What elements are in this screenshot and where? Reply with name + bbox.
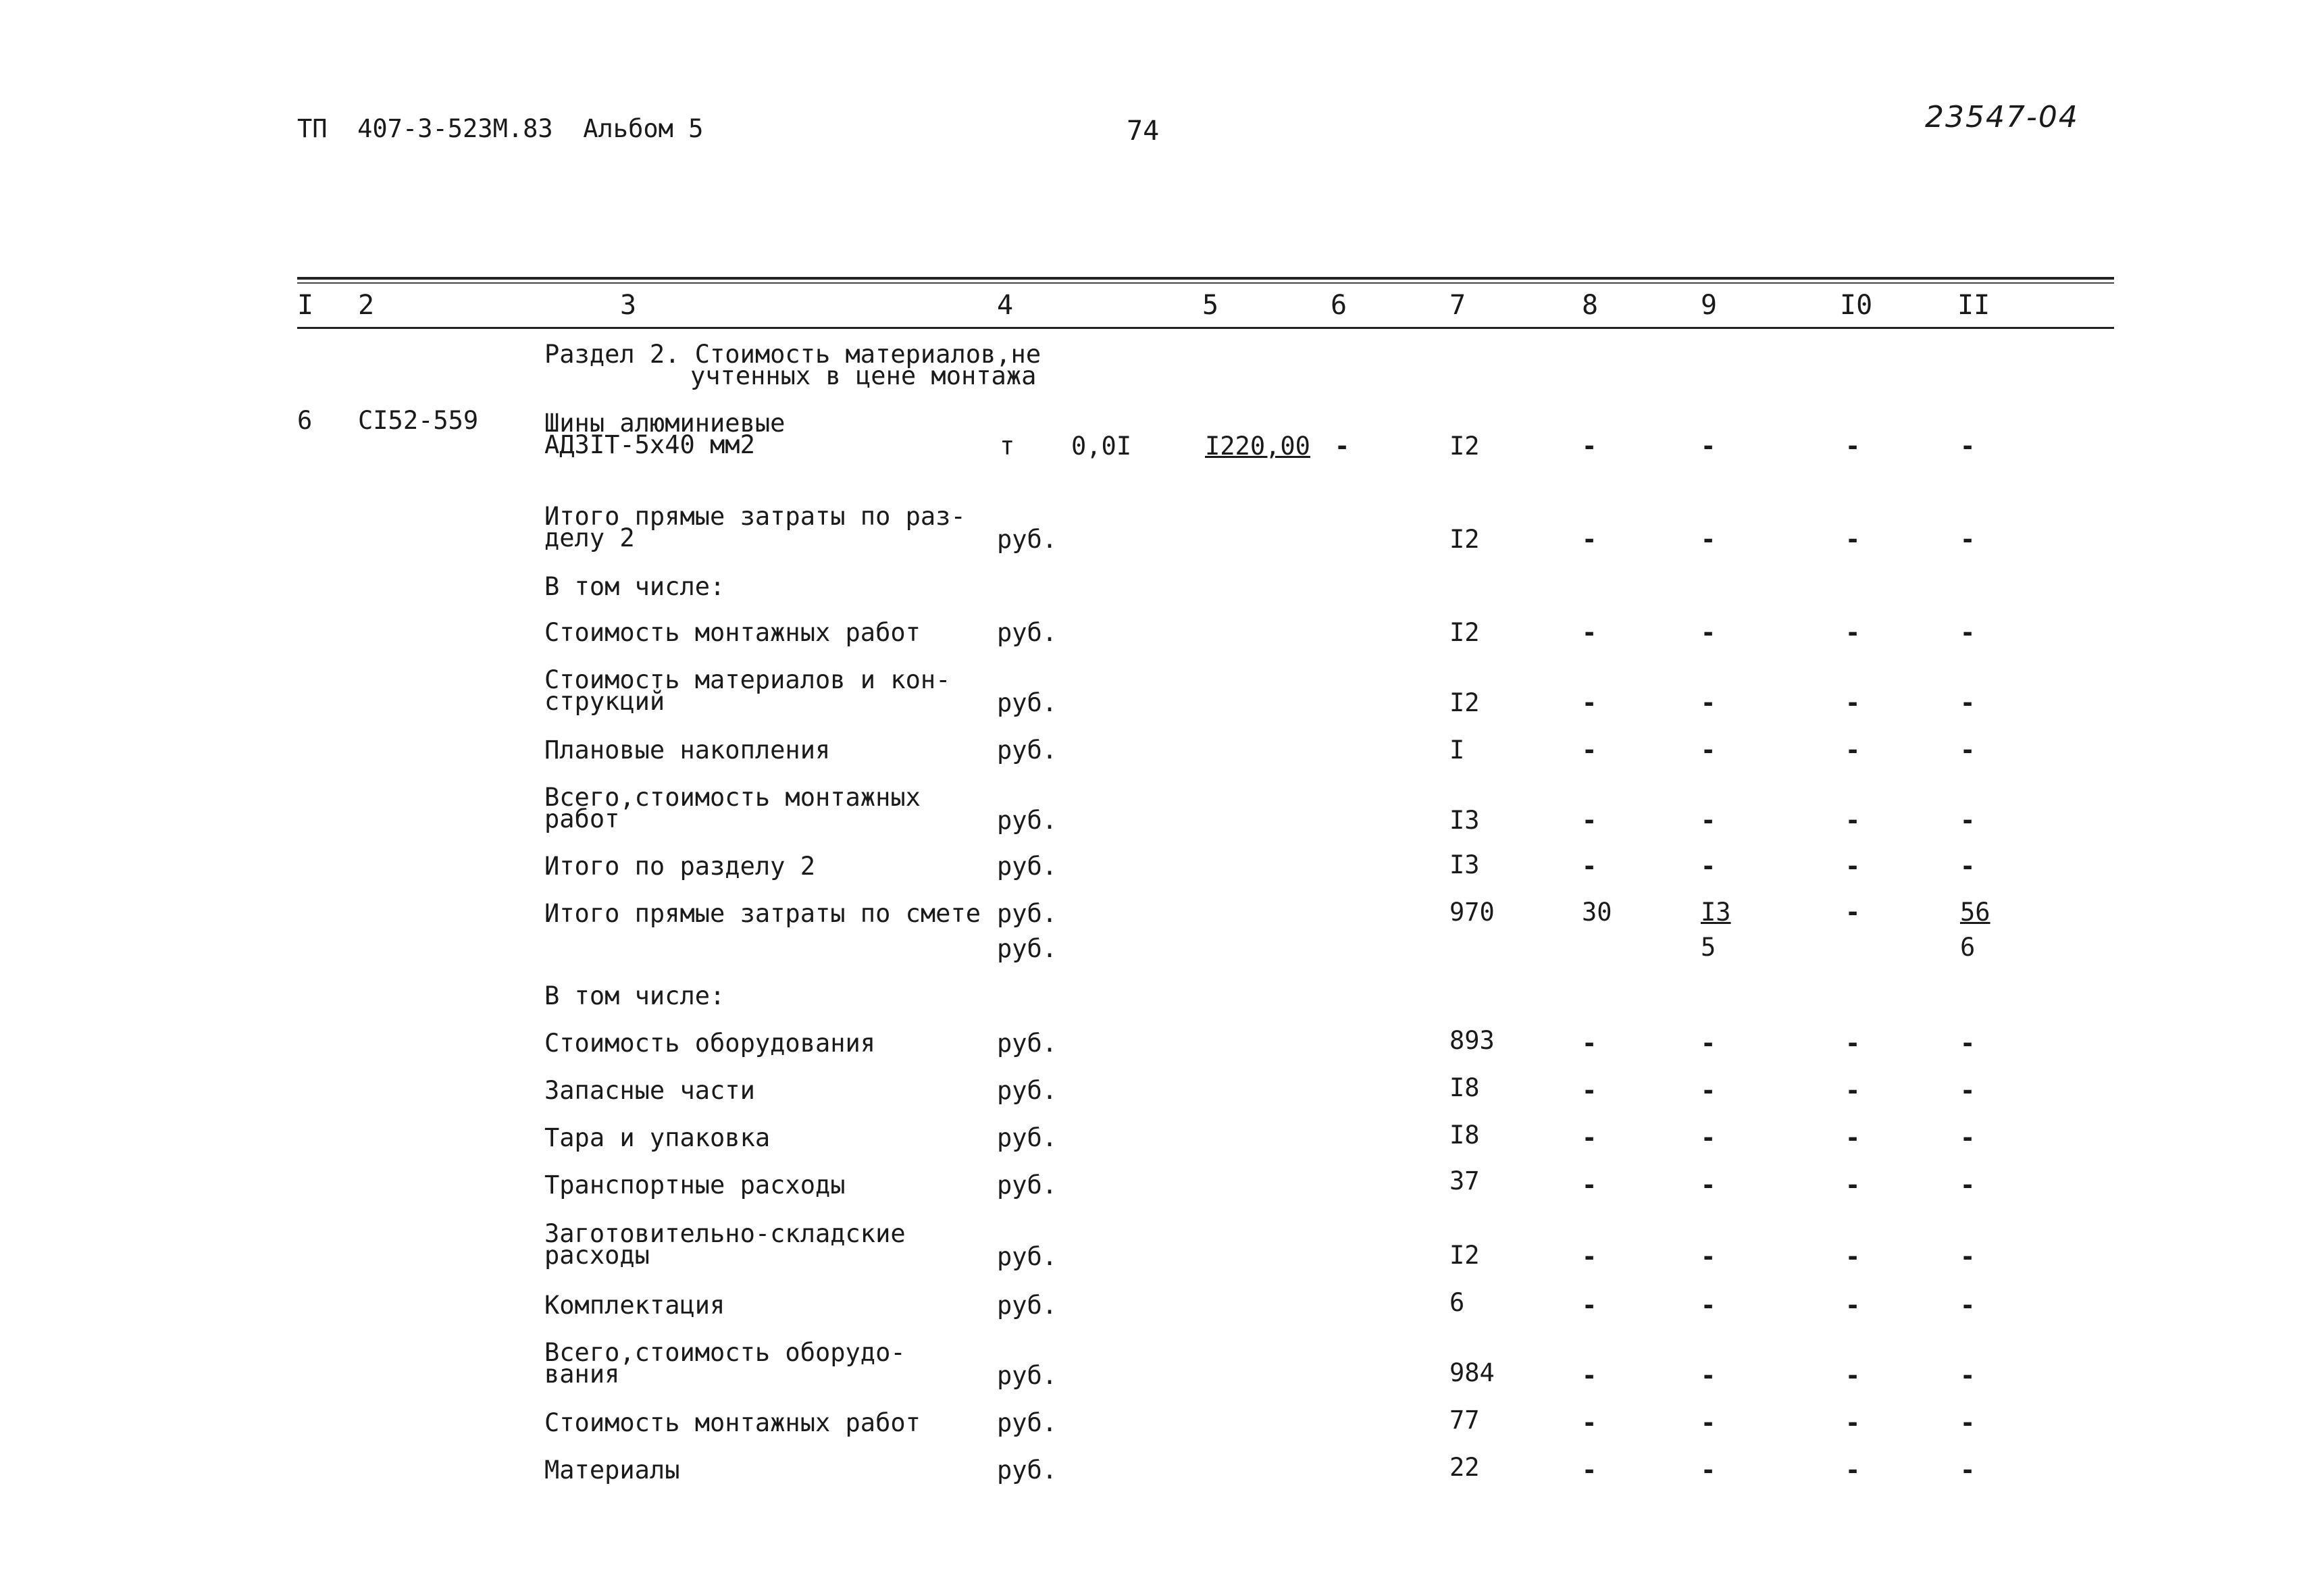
- row-cell: -: [1582, 852, 1597, 881]
- row-unit: руб.: [997, 852, 1058, 881]
- row-cell: -: [1845, 1456, 1861, 1485]
- row-label: Плановые накопления: [544, 736, 831, 765]
- row-cell: -: [1845, 525, 1861, 554]
- row-label: работ: [544, 804, 620, 833]
- row-cell: -: [1845, 1029, 1861, 1058]
- row-unit: руб.: [997, 1456, 1058, 1485]
- row-cell: -: [1582, 1456, 1597, 1485]
- row-cell: 984: [1449, 1358, 1495, 1387]
- row-unit: руб.: [997, 525, 1058, 554]
- column-header: I: [297, 290, 314, 321]
- row-unit: руб.: [997, 1361, 1058, 1390]
- row-label: Всего,стоимость монтажных: [544, 783, 921, 812]
- section-title: учтенных в цене монтажа: [690, 361, 1037, 390]
- item-cell: -: [1960, 432, 1976, 461]
- row-cell: -: [1582, 1291, 1597, 1320]
- row-unit: руб.: [997, 1076, 1058, 1105]
- row-cell: -: [1845, 1242, 1861, 1271]
- row-cell: I: [1449, 736, 1465, 765]
- row-cell: -: [1701, 1029, 1716, 1058]
- row-cell: -: [1701, 525, 1716, 554]
- row-label: В том числе:: [544, 572, 725, 601]
- row-cell: -: [1582, 1076, 1597, 1105]
- column-header: 5: [1202, 290, 1219, 321]
- row-cell: I8: [1449, 1073, 1480, 1102]
- row-cell: -: [1960, 1029, 1976, 1058]
- row-cell: -: [1960, 1361, 1976, 1390]
- row-cell: I2: [1449, 1241, 1480, 1270]
- item-cell: -: [1335, 432, 1350, 461]
- row-cell: -: [1960, 1123, 1976, 1152]
- row-cell: -: [1960, 525, 1976, 554]
- row-cell: 37: [1449, 1166, 1480, 1195]
- row-cell: -: [1845, 1408, 1861, 1437]
- row-label: Итого прямые затраты по раз-: [544, 502, 966, 531]
- row-cell: -: [1845, 688, 1861, 717]
- item-name: АДЗIТ-5х40 мм2: [544, 430, 755, 459]
- row-label: Запасные части: [544, 1076, 755, 1105]
- row-label: Тара и упаковка: [544, 1123, 771, 1152]
- row-cell: -: [1845, 1076, 1861, 1105]
- column-header: II: [1957, 290, 1990, 321]
- row-unit: руб.: [997, 934, 1058, 963]
- row-cell: -: [1582, 1361, 1597, 1390]
- item-code: СI52-559: [358, 406, 479, 435]
- header-bottom-rule: [297, 327, 2114, 329]
- item-quantity: 0,0I: [1071, 432, 1132, 461]
- row-cell: -: [1701, 1242, 1716, 1271]
- column-header: 9: [1701, 290, 1718, 321]
- document-reference: ТП 407-3-523М.83 Альбом 5: [297, 114, 704, 143]
- column-header: 7: [1449, 290, 1466, 321]
- row-cell: -: [1582, 806, 1597, 835]
- row-cell: -: [1701, 852, 1716, 881]
- row-unit: руб.: [997, 736, 1058, 765]
- row-cell: 77: [1449, 1406, 1480, 1435]
- item-cell: I2: [1449, 432, 1480, 461]
- row-cell: -: [1582, 1170, 1597, 1200]
- row-cell: -: [1960, 1242, 1976, 1271]
- row-cell: I3: [1449, 806, 1480, 835]
- row-cell: -: [1582, 1123, 1597, 1152]
- row-cell: -: [1582, 525, 1597, 554]
- item-unit: т: [1000, 432, 1015, 461]
- column-header: 4: [997, 290, 1014, 321]
- row-cell: I3: [1449, 850, 1480, 879]
- row-cell: I2: [1449, 618, 1480, 647]
- row-label: Всего,стоимость оборудо-: [544, 1338, 906, 1367]
- row-label: Итого по разделу 2: [544, 852, 815, 881]
- row-cell: -: [1701, 1361, 1716, 1390]
- row-cell: 970: [1449, 898, 1495, 927]
- row-cell: -: [1701, 618, 1716, 647]
- row-cell: -: [1845, 898, 1861, 927]
- row-cell: 22: [1449, 1453, 1480, 1482]
- row-cell: -: [1701, 806, 1716, 835]
- row-cell: -: [1701, 1170, 1716, 1200]
- row-unit: руб.: [997, 688, 1058, 717]
- column-header: 3: [620, 290, 637, 321]
- row-cell: -: [1582, 1029, 1597, 1058]
- row-cell: -: [1701, 1408, 1716, 1437]
- row-cell: -: [1845, 1361, 1861, 1390]
- row-label: вания: [544, 1360, 620, 1389]
- row-label: Транспортные расходы: [544, 1170, 846, 1200]
- row-cell: I2: [1449, 525, 1480, 554]
- column-header: 6: [1331, 290, 1347, 321]
- row-cell: 6: [1960, 933, 1976, 962]
- row-cell: 5: [1701, 933, 1716, 962]
- row-cell: -: [1845, 1123, 1861, 1152]
- row-unit: руб.: [997, 1123, 1058, 1152]
- section-title: Раздел 2. Стоимость материалов,не: [544, 340, 1042, 369]
- row-cell: -: [1960, 1170, 1976, 1200]
- row-cell: 6: [1449, 1288, 1465, 1317]
- column-header: I0: [1840, 290, 1873, 321]
- row-cell: I8: [1449, 1121, 1480, 1150]
- row-label: Стоимость монтажных работ: [544, 1408, 921, 1437]
- row-unit: руб.: [997, 1242, 1058, 1271]
- handwritten-stamp-number: 23547-04: [1925, 100, 2079, 134]
- row-cell: 30: [1582, 898, 1612, 927]
- row-cell: I3: [1701, 898, 1731, 927]
- row-label: Стоимость материалов и кон-: [544, 665, 951, 694]
- item-cell: -: [1845, 432, 1861, 461]
- row-cell: -: [1960, 806, 1976, 835]
- row-cell: -: [1960, 852, 1976, 881]
- row-cell: -: [1960, 1076, 1976, 1105]
- row-label: Комплектация: [544, 1291, 725, 1320]
- row-cell: -: [1701, 1291, 1716, 1320]
- row-label: Стоимость оборудования: [544, 1029, 876, 1058]
- row-label: Итого прямые затраты по смете: [544, 899, 981, 928]
- row-cell: -: [1701, 1123, 1716, 1152]
- item-cell: -: [1582, 432, 1597, 461]
- row-cell: -: [1960, 688, 1976, 717]
- row-unit: руб.: [997, 618, 1058, 647]
- row-cell: -: [1582, 618, 1597, 647]
- row-label: Стоимость монтажных работ: [544, 618, 921, 647]
- row-cell: -: [1845, 1291, 1861, 1320]
- item-number: 6: [297, 406, 313, 435]
- column-header: 2: [358, 290, 375, 321]
- row-unit: руб.: [997, 1408, 1058, 1437]
- table-top-rule: [297, 277, 2114, 280]
- row-cell: -: [1701, 736, 1716, 765]
- row-label: делу 2: [544, 523, 635, 552]
- row-label: В том числе:: [544, 981, 725, 1010]
- row-label: расходы: [544, 1241, 650, 1270]
- row-cell: -: [1582, 688, 1597, 717]
- item-price: I220,00: [1205, 432, 1310, 461]
- row-unit: руб.: [997, 1170, 1058, 1200]
- row-label: Материалы: [544, 1456, 680, 1485]
- row-cell: -: [1960, 1456, 1976, 1485]
- row-cell: -: [1845, 1170, 1861, 1200]
- item-cell: -: [1701, 432, 1716, 461]
- row-label: струкций: [544, 687, 665, 716]
- item-name: Шины алюминиевые: [544, 409, 786, 438]
- row-unit: руб.: [997, 1291, 1058, 1320]
- row-cell: -: [1582, 736, 1597, 765]
- row-cell: -: [1701, 1456, 1716, 1485]
- row-cell: 893: [1449, 1026, 1495, 1055]
- row-cell: -: [1701, 1076, 1716, 1105]
- row-cell: -: [1582, 1242, 1597, 1271]
- row-cell: -: [1845, 618, 1861, 647]
- row-label: Заготовительно-складские: [544, 1219, 906, 1248]
- row-cell: -: [1960, 1408, 1976, 1437]
- row-cell: -: [1845, 806, 1861, 835]
- row-unit: руб.: [997, 899, 1058, 928]
- row-cell: -: [1701, 688, 1716, 717]
- page-number: 74: [1127, 115, 1160, 147]
- row-cell: -: [1960, 618, 1976, 647]
- row-unit: руб.: [997, 1029, 1058, 1058]
- row-cell: -: [1960, 1291, 1976, 1320]
- table-top-rule-inner: [297, 282, 2114, 284]
- row-cell: I2: [1449, 688, 1480, 717]
- row-cell: 56: [1960, 898, 1990, 927]
- column-header: 8: [1582, 290, 1599, 321]
- row-cell: -: [1845, 736, 1861, 765]
- row-cell: -: [1960, 736, 1976, 765]
- row-cell: -: [1845, 852, 1861, 881]
- row-cell: -: [1582, 1408, 1597, 1437]
- row-unit: руб.: [997, 806, 1058, 835]
